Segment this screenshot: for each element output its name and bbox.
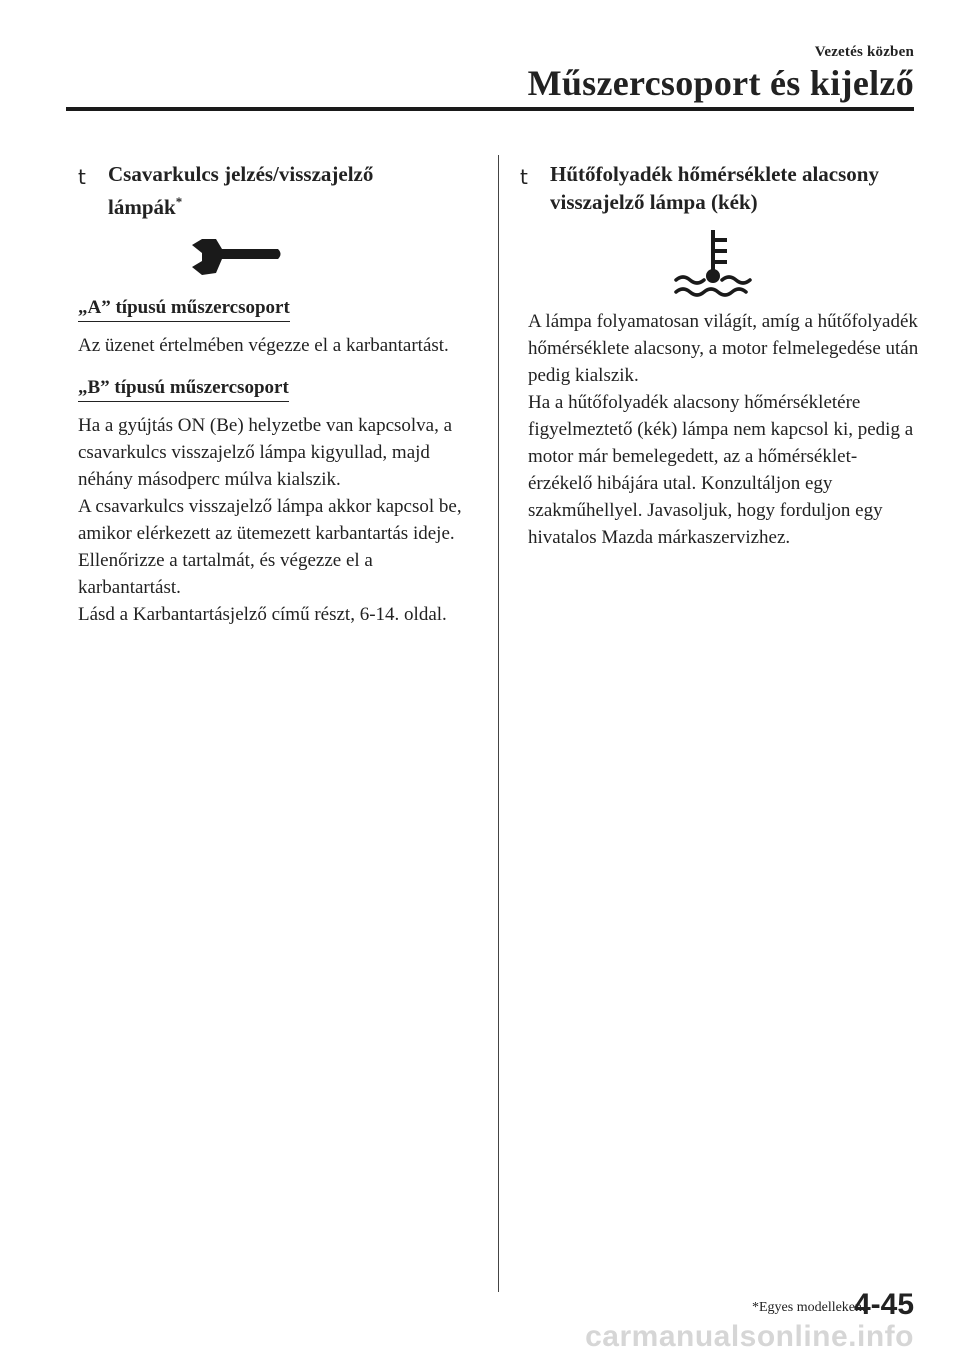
watermark: carmanualsonline.info [585,1320,914,1353]
right-column [520,160,920,551]
page-title: Műszercsoport és kijelző [527,63,914,103]
coolant-temperature-icon [670,228,756,300]
coolant-section-heading [520,160,920,216]
bullet-marker: t [78,165,86,189]
paragraph-type-b-2: A csavarkulcs visszajelző lámpa akkor kapcsol be, amikor elérkezett az ütemezett karbantartás ideje. Ellenőrizze a tartalmát, és végezze el a karbantartást. [78,496,462,598]
subhead-type-b: „B” típusú műszercsoport [78,377,289,402]
column-divider [498,155,499,1292]
footnote-marker: * [175,194,183,209]
heading-line-1: Csavarkulcs jelzés/visszajelző [108,162,374,186]
paragraph-type-a: Az üzenet értelmében végezze el a karbantartást. [78,335,449,356]
wrench-section-heading [78,160,478,221]
left-column [78,160,478,628]
wrench-icon [188,235,284,281]
heading-line-1: Hűtőfolyadék hőmérséklete alacsony [550,162,879,186]
paragraph-type-b-3: Lásd a Karbantartásjelző című részt, 6-14. oldal. [78,604,447,625]
header-section: Vezetés közben [814,44,914,60]
bullet-marker: t [520,165,528,189]
subhead-type-a: „A” típusú műszercsoport [78,297,290,322]
heading-line-2: lámpák [108,195,176,219]
header-rule [66,107,914,111]
paragraph-type-b-1: Ha a gyújtás ON (Be) helyzetbe van kapcsolva, a csavarkulcs visszajelző lámpa kigyullad, majd néhány másodperc múlva kialszik. [78,415,453,490]
heading-line-2: visszajelző lámpa (kék) [550,190,758,214]
footnote: *Egyes modelleken. [752,1300,866,1315]
coolant-paragraph-1: A lámpa folyamatosan világít, amíg a hűtőfolyadék hőmérséklete alacsony, a motor felmelegedése után pedig kialszik. [528,311,919,386]
coolant-paragraph-2: Ha a hűtőfolyadék alacsony hőmérsékletére figyelmeztető (kék) lámpa nem kapcsol ki, pedig a motor már bemelegedett, az a hőmérséklet-érzékelő hibájára utal. Konzultáljon egy szakműhellyel. Javasoljuk, hogy forduljon egy hivatalos Mazda márkaszervizhez. [528,392,914,548]
page-number: 4-45 [853,1288,914,1321]
